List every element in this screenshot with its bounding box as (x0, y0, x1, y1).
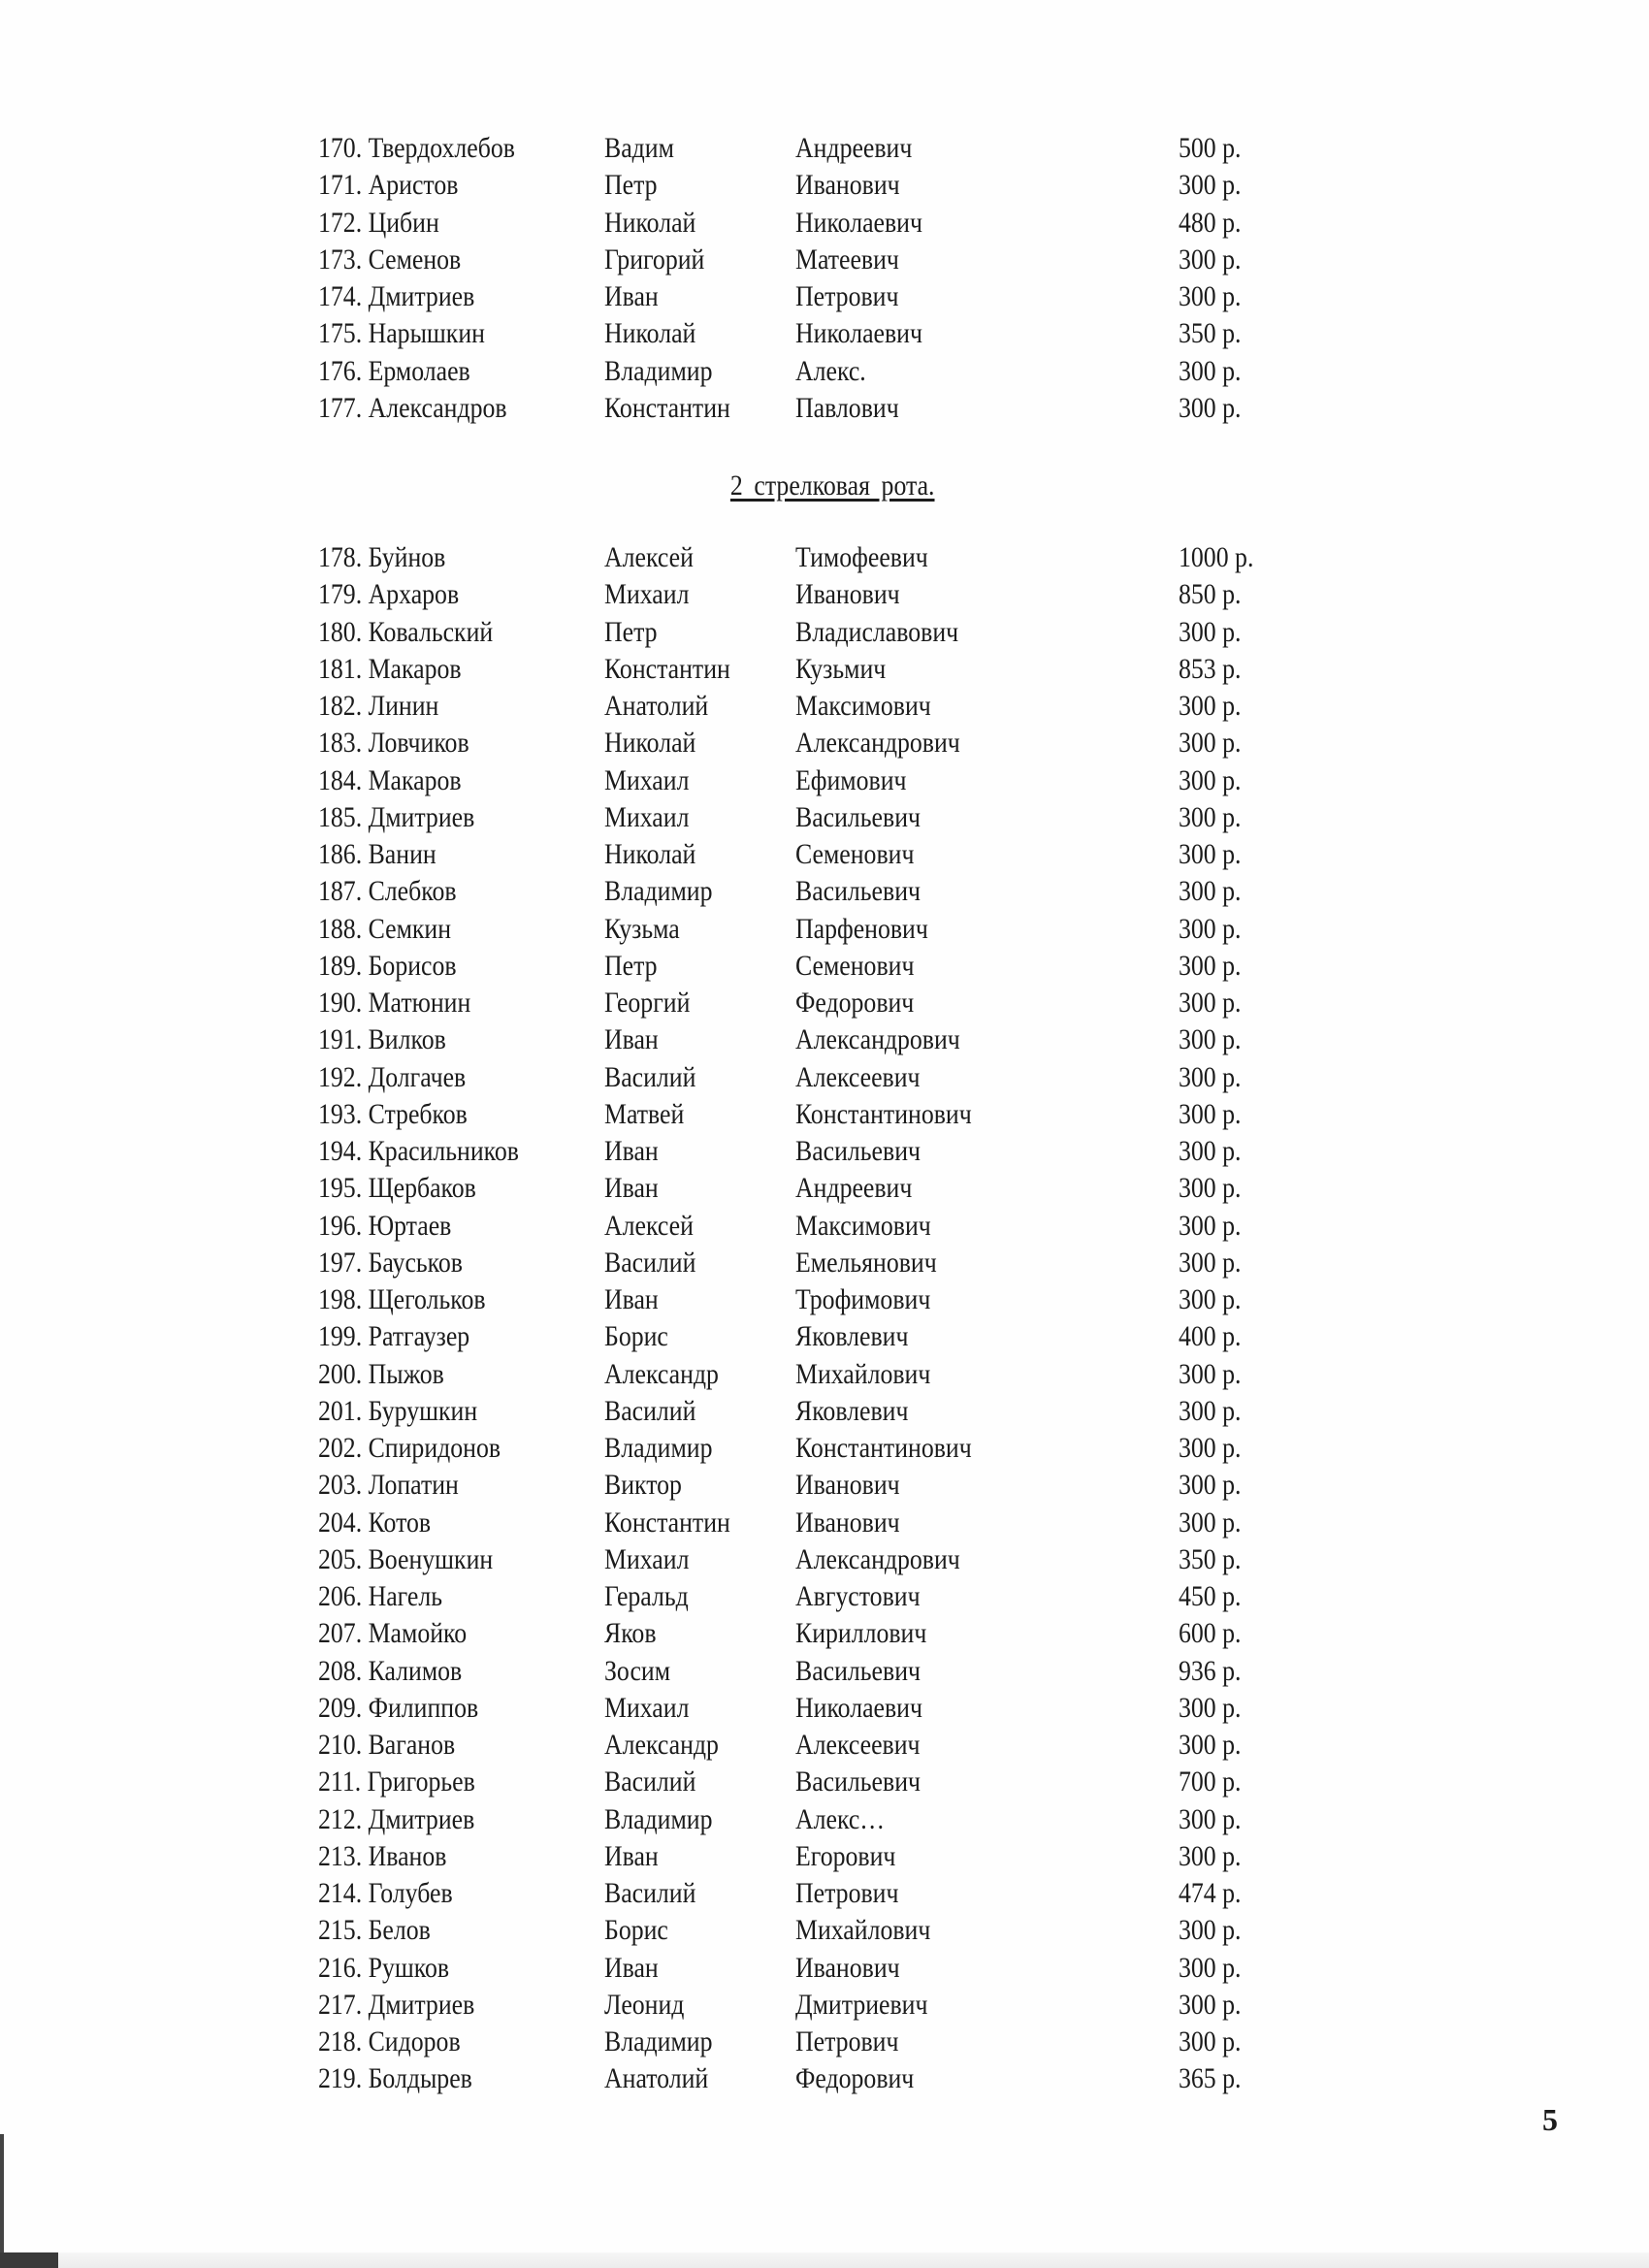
entry-number-surname: 215. Белов (318, 1914, 431, 1947)
entry-first-name: Александр (604, 1729, 719, 1761)
entry-first-name: Петр (604, 615, 658, 648)
roster-row (318, 1690, 1337, 1727)
roster-row (318, 1245, 1337, 1281)
entry-first-name: Иван (604, 1135, 659, 1167)
roster-row (318, 836, 1337, 873)
entry-amount: 300 р. (1179, 1988, 1242, 2021)
roster-row (318, 130, 1337, 167)
entry-first-name: Геральд (604, 1580, 689, 1612)
scan-artifact-corner (0, 2252, 58, 2268)
entry-patronymic: Семенович (795, 838, 915, 870)
entry-patronymic: Михайлович (795, 1357, 931, 1390)
entry-number-surname: 198. Щегольков (318, 1283, 486, 1315)
entry-first-name: Константин (604, 652, 730, 685)
entry-number-surname: 179. Архаров (318, 578, 460, 611)
entry-amount: 300 р. (1179, 1357, 1242, 1390)
scan-artifact-left-edge (0, 2134, 4, 2252)
entry-number-surname: 197. Бауськов (318, 1246, 463, 1279)
entry-first-name: Георгий (604, 987, 691, 1019)
roster-row (318, 1653, 1337, 1690)
entry-amount: 300 р. (1179, 280, 1242, 312)
roster-row (318, 390, 1337, 427)
entry-patronymic: Андреевич (795, 1172, 913, 1205)
entry-amount: 350 р. (1179, 1542, 1242, 1575)
page-number: 5 (1542, 2102, 1558, 2137)
entry-patronymic: Константинович (795, 1097, 972, 1130)
roster-row (318, 1208, 1337, 1245)
entry-amount: 300 р. (1179, 1246, 1242, 1279)
roster-row (318, 725, 1337, 761)
entry-amount: 1000 р. (1179, 541, 1254, 573)
entry-amount: 300 р. (1179, 727, 1242, 760)
entry-first-name: Константин (604, 1506, 730, 1539)
entry-number-surname: 185. Дмитриев (318, 800, 475, 833)
entry-number-surname: 192. Долгачев (318, 1060, 467, 1093)
entry-first-name: Василий (604, 1394, 696, 1427)
entry-amount: 300 р. (1179, 1023, 1242, 1056)
roster-row (318, 1356, 1337, 1393)
entry-amount: 300 р. (1179, 1394, 1242, 1427)
entry-amount: 300 р. (1179, 391, 1242, 424)
entry-amount: 700 р. (1179, 1766, 1242, 1798)
entry-first-name: Петр (604, 169, 658, 202)
entry-patronymic: Иванович (795, 1951, 900, 1984)
roster-row (318, 614, 1337, 651)
entry-amount: 300 р. (1179, 690, 1242, 722)
roster-row (318, 1318, 1337, 1355)
entry-first-name: Николай (604, 727, 696, 760)
entry-number-surname: 205. Военушкин (318, 1542, 494, 1575)
roster-row (318, 1838, 1337, 1875)
entry-amount: 300 р. (1179, 1283, 1242, 1315)
entry-number-surname: 178. Буйнов (318, 541, 446, 573)
entry-first-name: Матвей (604, 1097, 685, 1130)
entry-patronymic: Константинович (795, 1432, 972, 1464)
entry-patronymic: Николаевич (795, 317, 922, 350)
entry-first-name: Константин (604, 391, 730, 424)
entry-first-name: Владимир (604, 1802, 713, 1835)
entry-amount: 400 р. (1179, 1320, 1242, 1353)
roster-row (318, 911, 1337, 948)
entry-patronymic: Андреевич (795, 132, 913, 164)
entry-amount: 300 р. (1179, 987, 1242, 1019)
entry-patronymic: Иванович (795, 578, 900, 611)
entry-number-surname: 187. Слебков (318, 875, 457, 908)
entry-number-surname: 171. Аристов (318, 169, 459, 202)
entry-number-surname: 176. Ермолаев (318, 354, 470, 387)
entry-first-name: Михаил (604, 1542, 690, 1575)
roster-row (318, 315, 1337, 352)
entry-amount: 300 р. (1179, 1135, 1242, 1167)
entry-number-surname: 189. Борисов (318, 949, 457, 982)
entry-number-surname: 193. Стребков (318, 1097, 468, 1130)
entry-first-name: Михаил (604, 800, 690, 833)
entry-patronymic: Иванович (795, 1506, 900, 1539)
section-heading (0, 468, 1649, 504)
entry-first-name: Иван (604, 1839, 659, 1872)
roster-row (318, 1541, 1337, 1578)
entry-number-surname: 211. Григорьев (318, 1766, 475, 1798)
entry-amount: 300 р. (1179, 1097, 1242, 1130)
entry-amount: 300 р. (1179, 2025, 1242, 2057)
entry-patronymic: Федорович (795, 2062, 915, 2095)
entry-number-surname: 214. Голубев (318, 1877, 453, 1909)
entry-first-name: Григорий (604, 243, 705, 275)
entry-amount: 300 р. (1179, 1914, 1242, 1947)
entry-patronymic: Михайлович (795, 1914, 931, 1947)
section-heading-text: 2 стрелковая рота. (729, 470, 935, 502)
entry-patronymic: Кузьмич (795, 652, 887, 685)
entry-patronymic: Петрович (795, 280, 899, 312)
entry-patronymic: Егорович (795, 1839, 896, 1872)
entry-amount: 450 р. (1179, 1580, 1242, 1612)
entry-patronymic: Федорович (795, 987, 915, 1019)
entry-number-surname: 202. Спиридонов (318, 1432, 501, 1464)
entry-amount: 300 р. (1179, 949, 1242, 982)
roster-row (318, 2060, 1337, 2097)
roster-row (318, 799, 1337, 836)
entry-number-surname: 217. Дмитриев (318, 1988, 475, 2021)
entry-first-name: Александр (604, 1357, 719, 1390)
roster-row (318, 1912, 1337, 1949)
entry-first-name: Алексей (604, 541, 694, 573)
entry-first-name: Иван (604, 1951, 659, 1984)
entry-amount: 500 р. (1179, 132, 1242, 164)
entry-first-name: Кузьма (604, 912, 680, 945)
entry-patronymic: Александрович (795, 1542, 960, 1575)
roster-row (318, 576, 1337, 613)
entry-number-surname: 200. Пыжов (318, 1357, 444, 1390)
entry-number-surname: 201. Бурушкин (318, 1394, 478, 1427)
roster-row (318, 948, 1337, 985)
roster-list-2nd-rifle-company (318, 539, 1337, 2098)
roster-row (318, 1727, 1337, 1764)
entry-amount: 936 р. (1179, 1654, 1242, 1687)
entry-first-name: Михаил (604, 763, 690, 796)
entry-number-surname: 172. Цибин (318, 206, 439, 239)
entry-number-surname: 175. Нарышкин (318, 317, 485, 350)
entry-first-name: Вадим (604, 132, 674, 164)
entry-number-surname: 213. Иванов (318, 1839, 447, 1872)
entry-patronymic: Иванович (795, 1469, 900, 1502)
roster-row (318, 1950, 1337, 1987)
roster-row (318, 1393, 1337, 1430)
entry-first-name: Михаил (604, 1691, 690, 1724)
entry-patronymic: Павлович (795, 391, 899, 424)
roster-row (318, 1096, 1337, 1133)
entry-number-surname: 209. Филиппов (318, 1691, 479, 1724)
entry-patronymic: Семенович (795, 949, 915, 982)
entry-first-name: Владимир (604, 2025, 713, 2057)
entry-first-name: Николай (604, 317, 696, 350)
entry-first-name: Леонид (604, 1988, 685, 2021)
roster-row (318, 985, 1337, 1021)
entry-first-name: Алексей (604, 1209, 694, 1242)
roster-row (318, 651, 1337, 688)
entry-number-surname: 207. Мамойко (318, 1617, 468, 1650)
roster-row (318, 205, 1337, 242)
entry-amount: 300 р. (1179, 1729, 1242, 1761)
entry-amount: 600 р. (1179, 1617, 1242, 1650)
entry-first-name: Анатолий (604, 2062, 709, 2095)
entry-patronymic: Николаевич (795, 1691, 922, 1724)
entry-patronymic: Трофимович (795, 1283, 931, 1315)
entry-patronymic: Алекс. (795, 354, 866, 387)
entry-number-surname: 177. Александров (318, 391, 507, 424)
roster-row (318, 1467, 1337, 1504)
entry-patronymic: Кириллович (795, 1617, 927, 1650)
entry-patronymic: Иванович (795, 169, 900, 202)
entry-number-surname: 204. Котов (318, 1506, 432, 1539)
entry-first-name: Владимир (604, 1432, 713, 1464)
entry-patronymic: Дмитриевич (795, 1988, 928, 2021)
entry-first-name: Петр (604, 949, 658, 982)
entry-amount: 300 р. (1179, 1209, 1242, 1242)
entry-patronymic: Августович (795, 1580, 921, 1612)
roster-row (318, 2024, 1337, 2060)
roster-row (318, 1764, 1337, 1800)
entry-number-surname: 219. Болдырев (318, 2062, 472, 2095)
entry-number-surname: 184. Макаров (318, 763, 462, 796)
roster-row (318, 167, 1337, 204)
entry-amount: 300 р. (1179, 1951, 1242, 1984)
entry-amount: 300 р. (1179, 1506, 1242, 1539)
roster-row (318, 1021, 1337, 1058)
entry-number-surname: 194. Красильников (318, 1135, 519, 1167)
entry-patronymic: Яковлевич (795, 1320, 909, 1353)
entry-number-surname: 206. Нагель (318, 1580, 443, 1612)
entry-number-surname: 174. Дмитриев (318, 280, 475, 312)
roster-list-continued (318, 130, 1337, 427)
entry-number-surname: 183. Ловчиков (318, 727, 469, 760)
entry-amount: 300 р. (1179, 838, 1242, 870)
entry-first-name: Михаил (604, 578, 690, 611)
entry-number-surname: 208. Калимов (318, 1654, 463, 1687)
entry-first-name: Василий (604, 1246, 696, 1279)
entry-amount: 300 р. (1179, 1802, 1242, 1835)
entry-first-name: Иван (604, 1283, 659, 1315)
roster-row (318, 873, 1337, 910)
entry-amount: 300 р. (1179, 912, 1242, 945)
entry-amount: 474 р. (1179, 1877, 1242, 1909)
entry-amount: 300 р. (1179, 615, 1242, 648)
roster-row (318, 1133, 1337, 1170)
roster-row (318, 1505, 1337, 1541)
entry-patronymic: Александрович (795, 1023, 960, 1056)
entry-first-name: Иван (604, 1023, 659, 1056)
entry-number-surname: 180. Ковальский (318, 615, 494, 648)
entry-number-surname: 216. Рушков (318, 1951, 450, 1984)
entry-amount: 300 р. (1179, 354, 1242, 387)
roster-row (318, 1281, 1337, 1318)
roster-row (318, 1987, 1337, 2024)
entry-number-surname: 218. Сидоров (318, 2025, 461, 2057)
entry-first-name: Яков (604, 1617, 657, 1650)
entry-patronymic: Васильевич (795, 1766, 921, 1798)
entry-patronymic: Васильевич (795, 875, 921, 908)
roster-row (318, 1430, 1337, 1467)
scan-artifact-bottom-edge (58, 2252, 1649, 2268)
roster-row (318, 1170, 1337, 1207)
entry-number-surname: 186. Ванин (318, 838, 436, 870)
entry-number-surname: 210. Ваганов (318, 1729, 456, 1761)
entry-number-surname: 170. Твердохлебов (318, 132, 515, 164)
entry-patronymic: Алексеевич (795, 1729, 921, 1761)
entry-number-surname: 203. Лопатин (318, 1469, 459, 1502)
entry-patronymic: Владиславович (795, 615, 959, 648)
roster-row (318, 1801, 1337, 1838)
entry-patronymic: Парфенович (795, 912, 928, 945)
roster-row (318, 242, 1337, 278)
entry-number-surname: 190. Матюнин (318, 987, 471, 1019)
entry-patronymic: Николаевич (795, 206, 922, 239)
entry-patronymic: Алексеевич (795, 1060, 921, 1093)
entry-amount: 853 р. (1179, 652, 1242, 685)
roster-row (318, 1059, 1337, 1096)
entry-patronymic: Тимофеевич (795, 541, 928, 573)
entry-amount: 300 р. (1179, 1060, 1242, 1093)
roster-row (318, 688, 1337, 725)
entry-patronymic: Васильевич (795, 800, 921, 833)
entry-first-name: Иван (604, 280, 659, 312)
entry-patronymic: Емельянович (795, 1246, 937, 1279)
entry-amount: 300 р. (1179, 169, 1242, 202)
entry-amount: 300 р. (1179, 1839, 1242, 1872)
entry-amount: 300 р. (1179, 1172, 1242, 1205)
entry-patronymic: Васильевич (795, 1135, 921, 1167)
entry-first-name: Василий (604, 1766, 696, 1798)
entry-number-surname: 182. Линин (318, 690, 439, 722)
entry-first-name: Борис (604, 1914, 668, 1947)
entry-first-name: Владимир (604, 354, 713, 387)
entry-number-surname: 191. Вилков (318, 1023, 446, 1056)
entry-patronymic: Петрович (795, 1877, 899, 1909)
entry-patronymic: Ефимович (795, 763, 907, 796)
entry-patronymic: Максимович (795, 1209, 931, 1242)
entry-number-surname: 188. Семкин (318, 912, 452, 945)
entry-number-surname: 173. Семенов (318, 243, 462, 275)
entry-first-name: Василий (604, 1060, 696, 1093)
entry-patronymic: Яковлевич (795, 1394, 909, 1427)
entry-amount: 300 р. (1179, 1469, 1242, 1502)
entry-patronymic: Алекс… (795, 1802, 886, 1835)
entry-amount: 300 р. (1179, 763, 1242, 796)
roster-row (318, 762, 1337, 799)
entry-patronymic: Петрович (795, 2025, 899, 2057)
entry-patronymic: Матеевич (795, 243, 899, 275)
entry-first-name: Василий (604, 1877, 696, 1909)
entry-amount: 300 р. (1179, 1691, 1242, 1724)
entry-amount: 480 р. (1179, 206, 1242, 239)
entry-first-name: Иван (604, 1172, 659, 1205)
roster-row (318, 1875, 1337, 1912)
entry-first-name: Виктор (604, 1469, 682, 1502)
entry-amount: 300 р. (1179, 243, 1242, 275)
roster-row (318, 539, 1337, 576)
entry-amount: 300 р. (1179, 800, 1242, 833)
entry-patronymic: Максимович (795, 690, 931, 722)
entry-first-name: Владимир (604, 875, 713, 908)
entry-patronymic: Александрович (795, 727, 960, 760)
roster-row (318, 1578, 1337, 1615)
entry-number-surname: 181. Макаров (318, 652, 462, 685)
entry-first-name: Николай (604, 206, 696, 239)
entry-first-name: Зосим (604, 1654, 671, 1687)
entry-number-surname: 195. Щербаков (318, 1172, 476, 1205)
roster-row (318, 353, 1337, 390)
entry-first-name: Борис (604, 1320, 668, 1353)
entry-amount: 300 р. (1179, 875, 1242, 908)
entry-first-name: Анатолий (604, 690, 709, 722)
roster-row (318, 1615, 1337, 1652)
entry-number-surname: 212. Дмитриев (318, 1802, 475, 1835)
entry-patronymic: Васильевич (795, 1654, 921, 1687)
entry-number-surname: 196. Юртаев (318, 1209, 452, 1242)
entry-first-name: Николай (604, 838, 696, 870)
roster-row (318, 278, 1337, 315)
entry-amount: 300 р. (1179, 1432, 1242, 1464)
entry-number-surname: 199. Ратгаузер (318, 1320, 470, 1353)
entry-amount: 850 р. (1179, 578, 1242, 611)
entry-amount: 350 р. (1179, 317, 1242, 350)
entry-amount: 365 р. (1179, 2062, 1242, 2095)
